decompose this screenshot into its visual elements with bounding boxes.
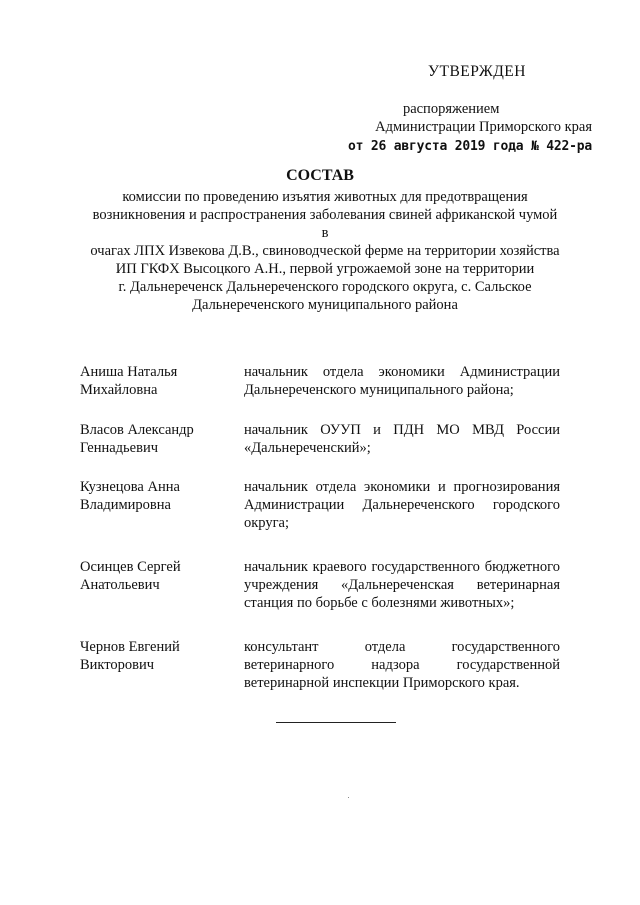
subtitle-line: возникновения и распространения заболевания свиней африканской чумой в [92, 207, 558, 241]
member-row [80, 638, 560, 692]
member-role: начальник отдела экономики и прогнозирования Администрации Дальнереченского городского округа; [244, 479, 560, 531]
subtitle-line: г. Дальнереченск Дальнереченского городского округа, с. Сальское [118, 279, 532, 295]
scan-speck [348, 797, 349, 798]
member-surname-firstname: Власов Александр [80, 422, 194, 438]
document-subtitle [90, 188, 560, 314]
subtitle-line: ИП ГКФХ Высоцкого А.Н., первой угрожаемой зоне на территории [115, 261, 535, 277]
member-name [80, 421, 244, 457]
member-surname-firstname: Кузнецова Анна [80, 479, 180, 495]
subtitle-line: комиссии по проведению изъятия животных для предотвращения [122, 189, 528, 205]
commission-members-list [80, 363, 560, 692]
member-patronymic: Анатольевич [80, 577, 160, 593]
member-patronymic: Михайловна [80, 382, 158, 398]
order-line-2: Администрации Приморского края [375, 118, 592, 135]
closing-divider-line [276, 722, 396, 723]
member-patronymic: Владимировна [80, 497, 171, 513]
subtitle-line: Дальнереченского муниципального района [192, 297, 458, 313]
member-row [80, 421, 560, 457]
approval-heading: УТВЕРЖДЕН [428, 63, 526, 80]
document-title: СОСТАВ [286, 167, 354, 184]
member-role: начальник краевого государственного бюджетного учреждения «Дальнереченская ветеринарная станция по борьбе с болезнями животных»; [244, 559, 560, 611]
member-patronymic: Викторович [80, 657, 155, 673]
member-row [80, 558, 560, 612]
member-role: начальник ОУУП и ПДН МО МВД России «Дальнереченский»; [244, 422, 560, 456]
member-row [80, 363, 560, 399]
order-date-number-stamp: от 26 августа 2019 года № 422-ра [347, 139, 592, 154]
member-role: начальник отдела экономики Администрации Дальнереченского муниципального района; [244, 364, 560, 398]
member-name [80, 558, 244, 612]
member-name [80, 363, 244, 399]
member-surname-firstname: Осинцев Сергей [80, 559, 181, 575]
member-surname-firstname: Чернов Евгений [80, 639, 180, 655]
order-reference [348, 101, 592, 156]
subtitle-line: очагах ЛПХ Извекова Д.В., свиноводческой ферме на территории хозяйства [90, 243, 560, 259]
member-surname-firstname: Аниша Наталья [80, 364, 178, 380]
order-line-1: распоряжением [402, 101, 500, 117]
member-name [80, 478, 244, 532]
member-role: консультант отдела государственного ветеринарного надзора государственной ветеринарной инспекции Приморского края. [244, 639, 560, 691]
member-name [80, 638, 244, 692]
member-row [80, 478, 560, 532]
member-patronymic: Геннадьевич [80, 440, 158, 456]
